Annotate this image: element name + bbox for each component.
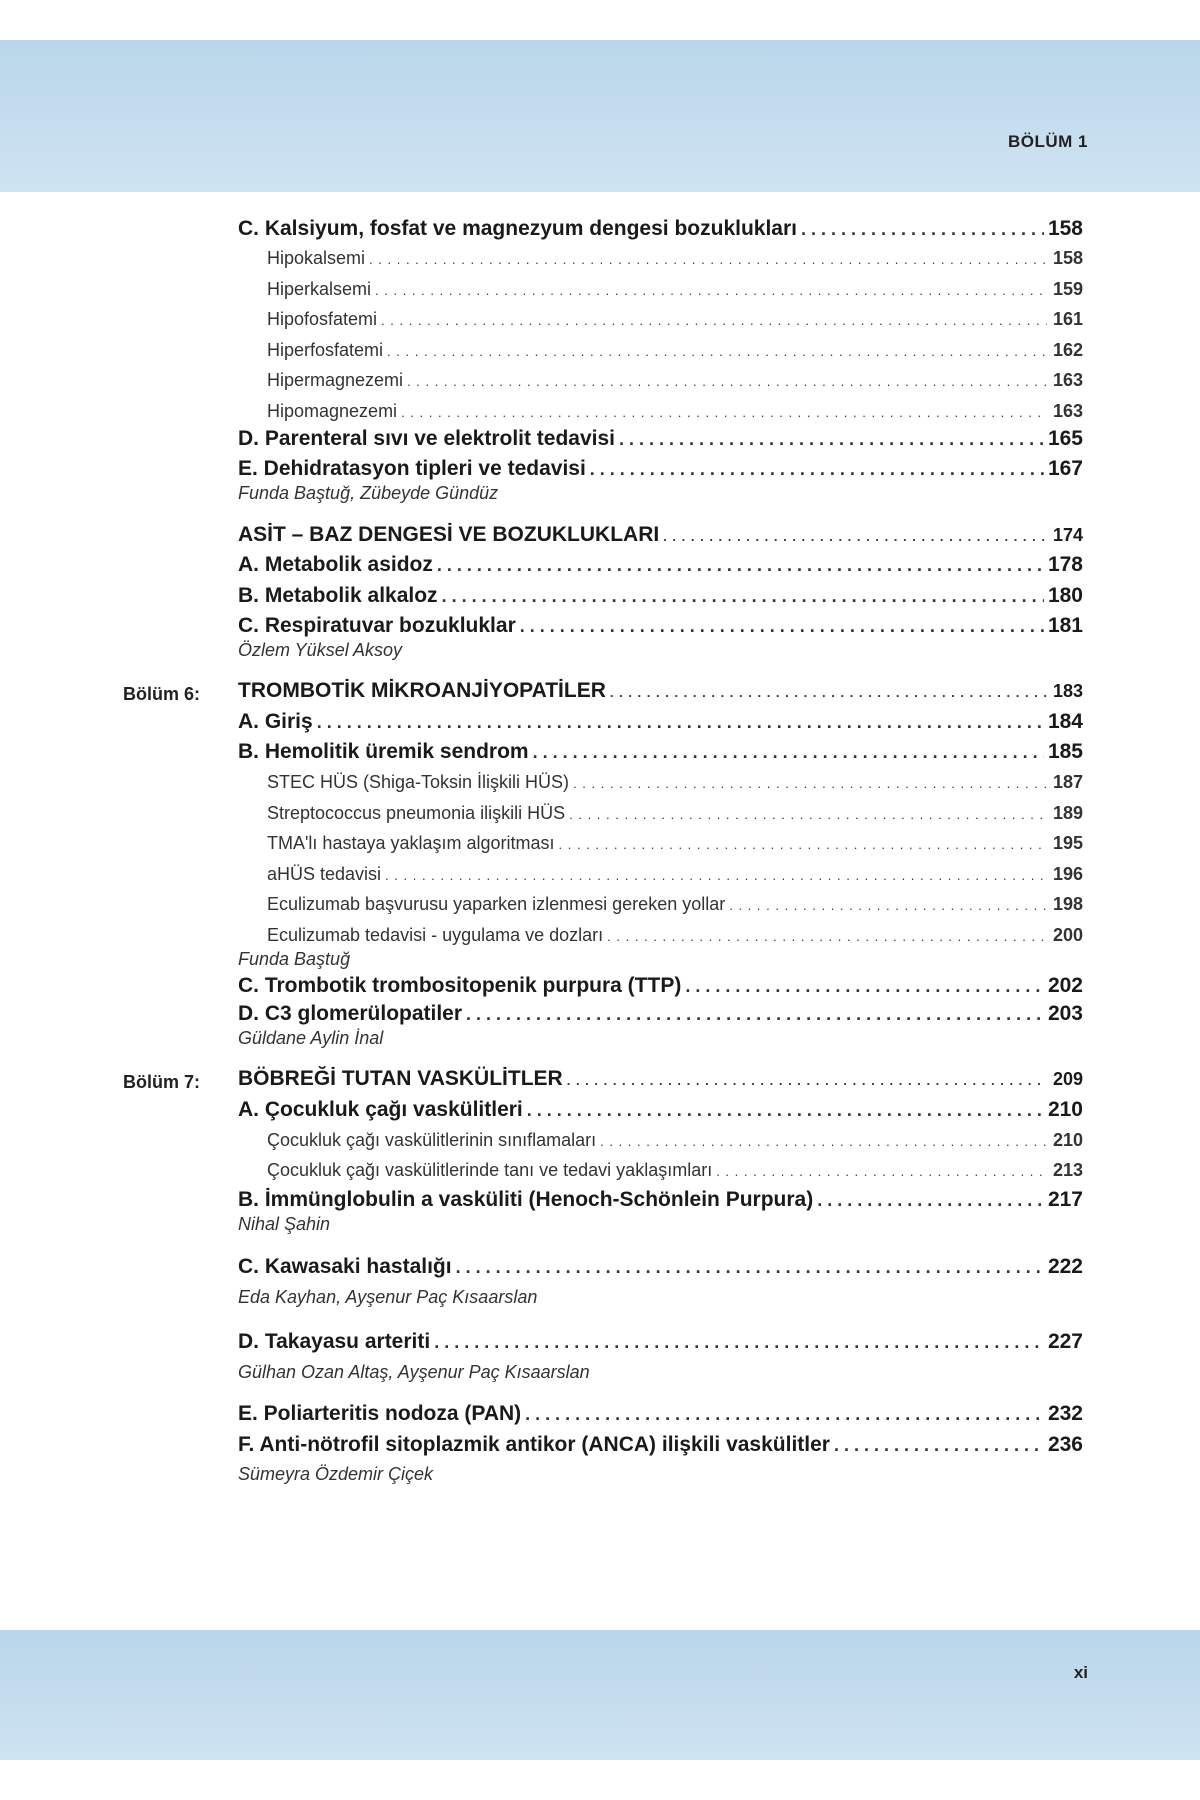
entry-title: aHÜS tedavisi [267, 864, 382, 884]
entry-title: B. Hemolitik üremik sendrom [238, 740, 529, 763]
toc-entry[interactable] [267, 1160, 1083, 1181]
dot-leader [610, 685, 1047, 700]
entry-title: BÖBREĞİ TUTAN VASKÜLİTLER [238, 1067, 563, 1090]
dot-leader [817, 1190, 1044, 1211]
entry-page: 184 [1047, 710, 1083, 733]
entry-title: ASİT – BAZ DENGESİ VE BOZUKLUKLARI [238, 523, 660, 546]
entry-page: 158 [1047, 217, 1083, 240]
toc-entry[interactable] [238, 584, 1083, 608]
toc-entry[interactable] [238, 1255, 1083, 1279]
entry-page: 213 [1052, 1160, 1083, 1180]
dot-leader [385, 868, 1047, 883]
dot-leader [387, 344, 1047, 359]
entry-title: TROMBOTİK MİKROANJİYOPATİLER [238, 679, 606, 702]
entry-page: 181 [1047, 614, 1083, 637]
entry-page: 236 [1047, 1433, 1083, 1456]
toc-entry[interactable] [238, 217, 1083, 241]
dot-leader [317, 712, 1044, 733]
toc-entry[interactable] [238, 1002, 1083, 1026]
entry-page: 222 [1047, 1255, 1083, 1278]
toc-entry[interactable] [238, 553, 1083, 577]
toc-entry[interactable] [238, 1188, 1083, 1212]
toc-entry[interactable] [267, 309, 1083, 330]
author-line: Eda Kayhan, Ayşenur Paç Kısaarslan [238, 1287, 538, 1307]
entry-page: 187 [1052, 772, 1083, 792]
dot-leader [567, 1073, 1047, 1088]
toc-entry[interactable] [267, 279, 1083, 300]
entry-page: 210 [1052, 1130, 1083, 1150]
entry-title: STEC HÜS (Shiga-Toksin İlişkili HÜS) [267, 772, 570, 792]
header-band [0, 40, 1200, 192]
entry-title: Çocukluk çağı vaskülitlerinin sınıflamaları [267, 1130, 597, 1150]
entry-title: Çocukluk çağı vaskülitlerinde tanı ve tedavi yaklaşımları [267, 1160, 713, 1180]
entry-title: C. Trombotik trombositopenik purpura (TTP) [238, 974, 682, 997]
entry-page: 189 [1052, 803, 1083, 823]
entry-page: 163 [1052, 401, 1083, 421]
page-number: xi [1073, 1663, 1088, 1682]
entry-page: 200 [1052, 925, 1083, 945]
entry-page: 163 [1052, 370, 1083, 390]
entry-title: D. Takayasu arteriti [238, 1330, 431, 1353]
footer-band [0, 1630, 1200, 1760]
dot-leader [569, 807, 1047, 822]
entry-page: 217 [1047, 1188, 1083, 1211]
entry-title: Hipofosfatemi [267, 309, 378, 329]
toc-entry[interactable] [267, 894, 1083, 915]
entry-title: C. Kawasaki hastalığı [238, 1255, 452, 1278]
entry-title: Hipermagnezemi [267, 370, 404, 390]
entry-title: Streptococcus pneumonia ilişkili HÜS [267, 803, 566, 823]
entry-title: Hiperkalsemi [267, 279, 372, 299]
entry-page: 203 [1047, 1002, 1083, 1025]
author-line: Funda Baştuğ [238, 949, 351, 969]
dot-leader [520, 616, 1044, 637]
entry-page: 210 [1047, 1098, 1083, 1121]
author-line: Özlem Yüksel Aksoy [238, 640, 403, 660]
entry-title: D. C3 glomerülopatiler [238, 1002, 463, 1025]
entry-page: 174 [1052, 525, 1083, 545]
toc-entry[interactable] [238, 1330, 1083, 1354]
toc-entry[interactable] [238, 614, 1083, 638]
toc-entry[interactable] [267, 925, 1083, 946]
entry-title: A. Giriş [238, 710, 313, 733]
entry-title: A. Çocukluk çağı vaskülitleri [238, 1098, 523, 1121]
author-line: Güldane Aylin İnal [238, 1028, 384, 1048]
dot-leader [375, 283, 1047, 298]
entry-title: A. Metabolik asidoz [238, 553, 433, 576]
toc-entry[interactable] [267, 864, 1083, 885]
dot-leader [573, 776, 1047, 791]
entry-title: Hiperfosfatemi [267, 340, 384, 360]
entry-page: 165 [1047, 427, 1083, 450]
entry-page: 159 [1052, 279, 1083, 299]
entry-page: 232 [1047, 1402, 1083, 1425]
entry-page: 185 [1047, 740, 1083, 763]
dot-leader [525, 1404, 1044, 1425]
entry-title: TMA'lı hastaya yaklaşım algoritması [267, 833, 555, 853]
entry-title: B. İmmünglobulin a vasküliti (Henoch-Schönlein Purpura) [238, 1188, 814, 1211]
toc-entry[interactable] [238, 710, 1083, 734]
dot-leader [407, 374, 1047, 389]
entry-page: 161 [1052, 309, 1083, 329]
chapter-label: Bölüm 6: [123, 684, 201, 704]
author-line: Gülhan Ozan Altaş, Ayşenur Paç Kısaarslan [238, 1362, 590, 1382]
dot-leader [716, 1164, 1047, 1179]
toc-entry[interactable] [238, 427, 1083, 451]
entry-title: C. Kalsiyum, fosfat ve magnezyum dengesi bozuklukları [238, 217, 797, 240]
toc-entry[interactable] [267, 833, 1083, 854]
toc-entry[interactable] [267, 772, 1083, 793]
dot-leader [590, 459, 1044, 480]
entry-page: 167 [1047, 457, 1083, 480]
author-line: Nihal Şahin [238, 1214, 331, 1234]
dot-leader [834, 1435, 1044, 1456]
dot-leader [434, 1332, 1044, 1353]
dot-leader [466, 1004, 1044, 1025]
dot-leader [456, 1257, 1044, 1278]
toc-entry[interactable] [267, 340, 1083, 361]
toc-entry[interactable] [238, 740, 1083, 764]
toc-entry[interactable] [267, 370, 1083, 391]
dot-leader [663, 529, 1047, 544]
entry-title: Hipokalsemi [267, 248, 366, 268]
dot-leader [685, 976, 1044, 997]
entry-title: B. Metabolik alkaloz [238, 584, 438, 607]
chapter-label: Bölüm 7: [123, 1072, 201, 1092]
dot-leader [559, 837, 1047, 852]
dot-leader [801, 219, 1044, 240]
entry-title: Eculizumab başvurusu yaparken izlenmesi gereken yollar [267, 894, 726, 914]
entry-page: 180 [1047, 584, 1083, 607]
entry-title: F. Anti-nötrofil sitoplazmik antikor (ANCA) ilişkili vaskülitler [238, 1433, 830, 1456]
dot-leader [533, 742, 1044, 763]
entry-title: Eculizumab tedavisi - uygulama ve dozları [267, 925, 604, 945]
dot-leader [381, 313, 1047, 328]
dot-leader [401, 405, 1047, 420]
toc-entry[interactable] [267, 401, 1083, 422]
entry-page: 195 [1052, 833, 1083, 853]
toc-entry[interactable] [238, 974, 1083, 998]
toc-entry[interactable] [267, 248, 1083, 269]
author-line: Sümeyra Özdemir Çiçek [238, 1464, 434, 1484]
toc-entry[interactable] [238, 679, 1083, 703]
toc-entry[interactable] [238, 1067, 1083, 1091]
entry-page: 178 [1047, 553, 1083, 576]
entry-page: 196 [1052, 864, 1083, 884]
entry-page: 183 [1052, 681, 1083, 701]
toc-entry[interactable] [267, 1130, 1083, 1151]
entry-title: C. Respiratuvar bozukluklar [238, 614, 516, 637]
entry-title: D. Parenteral sıvı ve elektrolit tedavisi [238, 427, 616, 450]
author-line: Funda Baştuğ, Zübeyde Gündüz [238, 483, 499, 503]
entry-page: 227 [1047, 1330, 1083, 1353]
entry-page: 158 [1052, 248, 1083, 268]
dot-leader [437, 555, 1044, 576]
dot-leader [600, 1134, 1047, 1149]
entry-page: 198 [1052, 894, 1083, 914]
dot-leader [729, 898, 1047, 913]
toc-entry[interactable] [238, 1098, 1083, 1122]
toc-entry[interactable] [238, 1402, 1083, 1426]
entry-page: 209 [1052, 1069, 1083, 1089]
dot-leader [607, 929, 1047, 944]
entry-title: Hipomagnezemi [267, 401, 398, 421]
dot-leader [619, 429, 1044, 450]
toc-entry[interactable] [238, 457, 1083, 481]
entry-title: E. Poliarteritis nodoza (PAN) [238, 1402, 522, 1425]
dot-leader [442, 586, 1044, 607]
toc-entry[interactable] [238, 1433, 1083, 1457]
dot-leader [369, 252, 1047, 267]
running-head: BÖLÜM 1 [1008, 132, 1088, 151]
toc-entry[interactable] [238, 523, 1083, 547]
entry-title: E. Dehidratasyon tipleri ve tedavisi [238, 457, 586, 480]
dot-leader [527, 1100, 1044, 1121]
toc-entry[interactable] [267, 803, 1083, 824]
entry-page: 162 [1052, 340, 1083, 360]
entry-page: 202 [1047, 974, 1083, 997]
